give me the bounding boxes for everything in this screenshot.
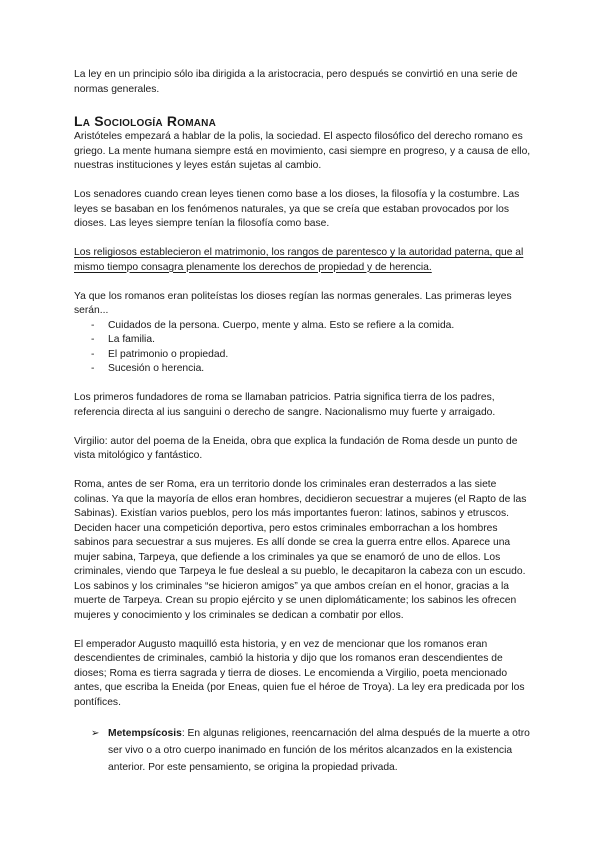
definition-term: Metempsícosis <box>108 727 182 739</box>
paragraph-aristoteles: Aristóteles empezará a hablar de la polis, la sociedad. El aspecto filosófico del derecho romano es griego. La mente humana siempre está en movimiento, casi siempre en progreso, y a causa de ello, nuestras instituciones y leyes están sujetas al cambio. <box>74 131 531 171</box>
paragraph-senadores: Los senadores cuando crean leyes tienen como base a los dioses, la filosofía y la costumbre. Las leyes se basaban en los fenómenos naturales, ya que se creía que estaban provocados por los dioses. Las leyes siempre tenían la filosofía como base. <box>74 189 520 229</box>
paragraph-competicion: Deciden hacer una competición deportiva, pero estos criminales emborrachan a los hombres sabinos para secuestrar a sus mujeres. Es allí donde se crea la guerra entre ellos. Aparece una mujer sabina, Tarpeya, que defiende a los criminales ya que se enamoró de uno de ellos. Los criminales, viendo que Tarpeya le fue desleal a su pueblo, le decapitaron la cabeza con un escudo. <box>74 522 526 577</box>
paragraph-virgilio: Virgilio: autor del poema de la Eneida, obra que explica la fundación de Roma desde un punto de vista mitológico y fantástico. <box>74 435 518 461</box>
laws-list <box>74 319 534 377</box>
definition-list <box>74 725 534 776</box>
paragraph-augusto: El emperador Augusto maquilló esta historia, y en vez de mencionar que los romanos eran descendientes de criminales, cambió la historia y dijo que los romanos eran descendientes de dioses; Roma es tierra sagrada y tierra de dioses. Le encomienda a Virgilio, poeta mencionado antes, que escriba la Eneida (por Eneas, quien fue el héroe de Troya). La ley era predicada por los pontífices. <box>74 638 525 708</box>
list-item: - Cuidados de la persona. Cuerpo, mente y alma. Esto se refiere a la comida. <box>74 319 534 334</box>
paragraph-roma-origen: Roma, antes de ser Roma, era un territorio donde los criminales eran desterrados a las siete colinas. Ya que la mayoría de ellos eran hombres, decidieron secuestrar a mujeres (el Rapto de las Sabinas). Existían varios pueblos, pero los más importantes fueron: latinos, sabinos y etruscos. <box>74 479 527 519</box>
paragraph-patricios: Los primeros fundadores de roma se llamaban patricios. Patria significa tierra de los padres, referencia directa al ius sanguini o derecho de sangre. Nacionalismo muy fuerte y arraigado. <box>74 392 496 418</box>
paragraph-sabinos: Los sabinos y los criminales “se hicieron amigos” ya que ambos creían en el honor, gracias a la muerte de Tarpeya. Crean su propio ejército y se unen diplomáticamente; los sabinos les ofrecen mujeres y conocimiento y los criminales se dedican a combatir por ellos. <box>74 580 517 621</box>
list-item: - Sucesión o herencia. <box>74 362 534 377</box>
paragraph-politeistas: Ya que los romanos eran politeístas los dioses regían las normas generales. Las primeras leyes serán... <box>74 290 512 316</box>
arrow-right-icon: ➢ <box>91 727 100 739</box>
definition-item <box>74 725 534 776</box>
definition-text: : En algunas religiones, reencarnación del alma después de la muerte a otro ser vivo o a otro cuerpo inanimado en función de los méritos alcanzados en la existencia anterior. Por este pensamiento, se origina la propiedad privada. <box>108 727 530 773</box>
section-title: La Sociología Romana <box>74 113 216 129</box>
paragraph-religiosos: Los religiosos establecieron el matrimonio, los rangos de parentesco y la autoridad paterna, que al mismo tiempo consagra plenamente los derechos de propiedad y de herencia. <box>74 247 524 273</box>
intro-paragraph: La ley en un principio sólo iba dirigida a la aristocracia, pero después se convirtió en una serie de normas generales. <box>74 69 518 95</box>
list-item: - El patrimonio o propiedad. <box>74 348 534 363</box>
document-body <box>74 68 534 776</box>
list-item: - La familia. <box>74 333 534 348</box>
